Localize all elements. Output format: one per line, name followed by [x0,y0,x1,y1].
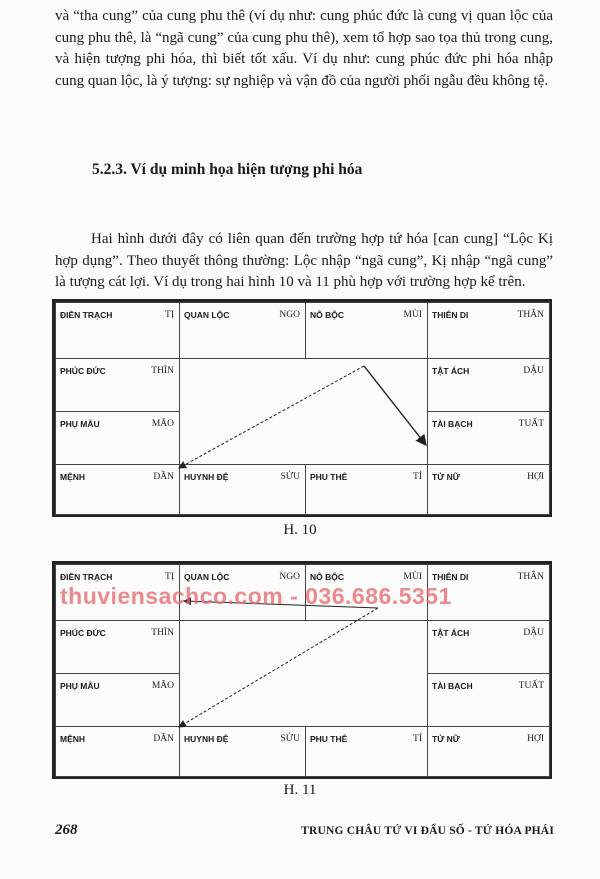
palace-branch: TUẤT [518,681,544,691]
palace-name: TÀI BẠCH [432,419,473,429]
palace-name: QUAN LỘC [184,310,230,320]
palace-name: PHÚC ĐỨC [60,628,106,638]
palace-branch: TỊ [165,310,174,320]
palace-branch: HỢI [527,734,544,744]
paragraph-2: Hai hình dưới đây có liên quan đến trường hợp tứ hóa [can cung] “Lộc Kị hợp dụng”. Theo thuyết thông thường: Lộc nhập “ngã cung”, Kị nhập “ngã cung” là tượng cát lợi. Ví dụ trong hai hình 10 và 11 phù hợp với trường hợp kể trên. [55,231,553,290]
palace-branch: SỬU [280,472,300,482]
palace-branch: DẦN [153,472,174,482]
palace-name: NÔ BỘC [310,572,344,582]
paragraph-1: và “tha cung” của cung phu thê (ví dụ như: cung phúc đức là cung vị quan lộc của cung phu thê, là “ngã cung” của cung phu thê), xem tổ hợp sao tọa thủ trong cung, và hiện tượng phi hóa, thì biết tốt xấu. Ví dụ như: cung phúc đức phi hóa nhập cung quan lộc, là ý tượng: sự nghiệp và vận đồ của người phối ngẫu đều không tệ. [55,8,553,89]
palace-branch: NGO [279,310,300,320]
figure-10-chart [52,299,552,517]
palace-name: TỬ NỮ [432,734,460,744]
palace-branch: SỬU [280,734,300,744]
palace-name: ĐIỀN TRẠCH [60,310,113,320]
arrow-line [179,366,364,468]
palace-branch: THÂN [517,572,544,582]
palace-name: PHU THÊ [310,734,348,744]
palace-name: PHỤ MẪU [60,419,100,429]
palace-name: THIÊN DI [432,310,469,320]
palace-name: PHÚC ĐỨC [60,366,106,376]
palace-branch: TUẤT [518,419,544,429]
figure-10-arrows [55,302,549,514]
section-heading: 5.2.3. Ví dụ minh họa hiện tượng phi hóa [92,161,363,178]
palace-name: PHU THÊ [310,472,348,482]
palace-branch: THÌN [151,628,174,638]
palace-name: NÔ BỘC [310,310,344,320]
palace-branch: THÌN [151,366,174,376]
palace-name: MỆNH [60,472,86,482]
palace-branch: MÙI [403,572,422,582]
palace-name: TẬT ÁCH [432,366,470,376]
palace-name: TỬ NỮ [432,472,460,482]
palace-branch: THÂN [517,310,544,320]
arrow-line [179,608,378,727]
palace-branch: DẬU [523,366,544,376]
palace-branch: TỊ [165,572,174,582]
running-footer-title: TRUNG CHÂU TỨ VI ĐẨU SỐ - TỨ HÓA PHÁI [301,825,554,837]
palace-name: QUAN LỘC [184,572,230,582]
figure-10-caption: H. 10 [283,522,317,538]
palace-name: ĐIỀN TRẠCH [60,572,113,582]
palace-name: HUYNH ĐỆ [184,472,229,482]
palace-branch: MÙI [403,310,422,320]
palace-branch: DẦN [153,734,174,744]
palace-branch: TÍ [413,472,422,482]
palace-name: TÀI BẠCH [432,681,473,691]
palace-name: THIÊN DI [432,572,469,582]
watermark: thuviensachco.com - 036.686.5351 [60,583,452,609]
palace-branch: DẬU [523,628,544,638]
palace-branch: TÍ [413,734,422,744]
palace-name: HUYNH ĐỆ [184,734,229,744]
palace-name: PHỤ MẪU [60,681,100,691]
palace-name: MỆNH [60,734,86,744]
palace-branch: NGO [279,572,300,582]
palace-branch: HỢI [527,472,544,482]
page-number: 268 [55,822,78,838]
arrow-line [364,366,426,445]
palace-branch: MÃO [151,681,174,691]
palace-name: TẬT ÁCH [432,628,470,638]
palace-branch: MÃO [151,419,174,429]
figure-11-caption: H. 11 [283,782,317,798]
